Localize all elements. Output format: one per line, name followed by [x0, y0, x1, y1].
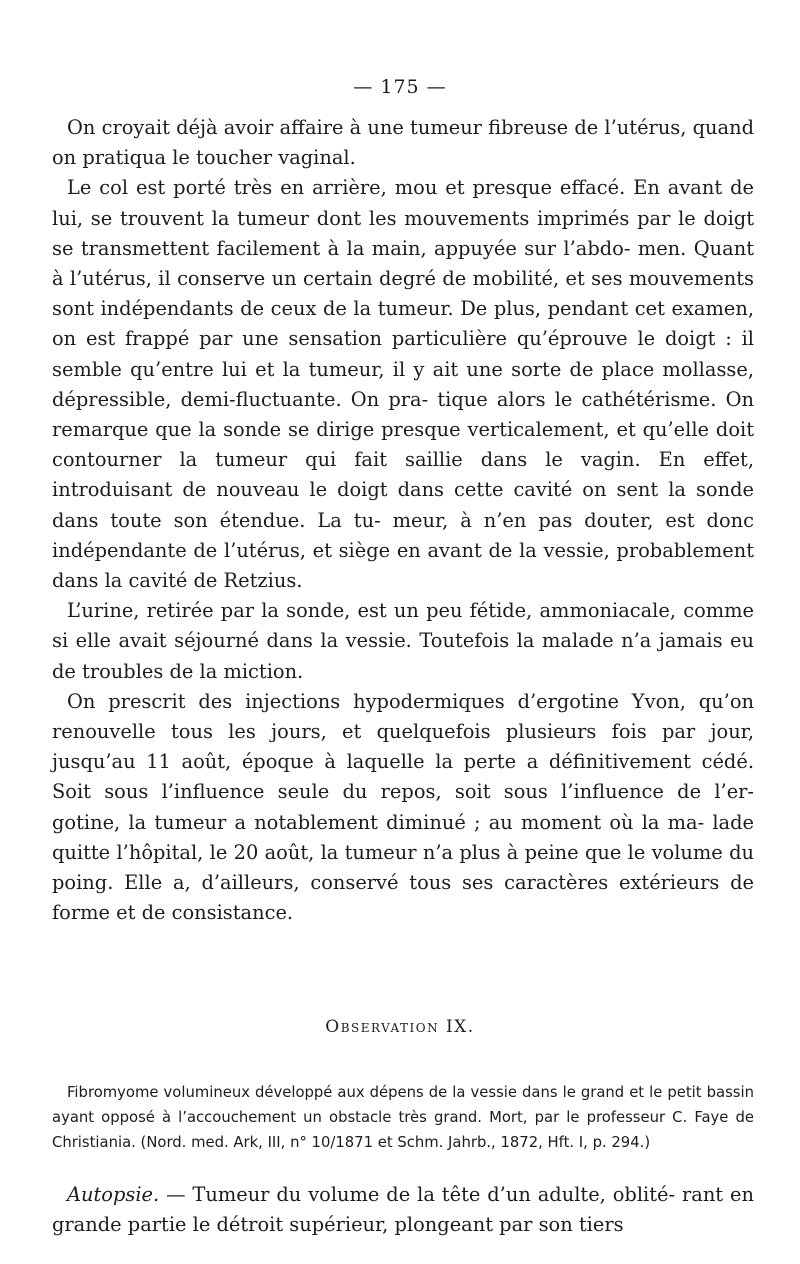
autopsy-text: — Tumeur du volume de la tête d’un adulte, oblité- rant en grande partie le détroit supérieur, plongeant par son tiers	[52, 1183, 754, 1237]
main-text	[52, 113, 754, 928]
page-number: — 175 —	[353, 76, 447, 98]
observation-heading: Observation IX.	[325, 1017, 475, 1037]
autopsy-label: Autopsie.	[67, 1183, 160, 1206]
autopsy-paragraph	[52, 1180, 754, 1240]
paragraph: Le col est porté très en arrière, mou et presque effacé. En avant de lui, se trouvent la tumeur dont les mouvements imprimés par le doigt se transmettent facilement à la main, appuyée sur l’abdo- men. Quant à l’utérus, il conserve un certain degré de mobilité, et ses mouvements sont indépendants de ceux de la tumeur. De plus, pendant cet examen, on est frappé par une sensation particulière qu’éprouve le doigt : il semble qu’entre lui et la tumeur, il y ait une sorte de place mollasse, dépressible, demi-fluctuante. On pra- tique alors le cathétérisme. On remarque que la sonde se dirige presque verticalement, et qu’elle doit contourner la tumeur qui fait saillie dans le vagin. En effet, introduisant de nouveau le doigt dans cette cavité on sent la sonde dans toute son étendue. La tu- meur, à n’en pas douter, est donc indépendante de l’utérus, et siège en avant de la vessie, probablement dans la cavité de Retzius.	[52, 176, 754, 593]
paragraph: On croyait déjà avoir affaire à une tumeur fibreuse de l’utérus, quand on pratiqua le toucher vaginal.	[52, 116, 754, 170]
paragraph: L’urine, retirée par la sonde, est un peu fétide, ammoniacale, comme si elle avait séjourné dans la vessie. Toutefois la malade n’a jamais eu de troubles de la miction.	[52, 599, 754, 683]
paragraph: On prescrit des injections hypodermiques d’ergotine Yvon, qu’on renouvelle tous les jours, et quelquefois plusieurs fois par jour, jusqu’au 11 août, époque à laquelle la perte a définitivement cédé. Soit sous l’influence seule du repos, soit sous l’influence de l’er- gotine, la tumeur a notablement diminué ; au moment où la ma- lade quitte l’hôpital, le 20 août, la tumeur n’a plus à peine que le volume du poing. Elle a, d’ailleurs, conservé tous ses caractères extérieurs de forme et de consistance.	[52, 689, 754, 925]
observation-summary: Fibromyome volumineux développé aux dépens de la vessie dans le grand et le petit bassin ayant opposé à l’accouchement un obstacle très grand. Mort, par le professeur C. Faye de Christiania. (Nord. med. Ark, III, n° 10/1871 et Schm. Jahrb., 1872, Hft. I, p. 294.)	[52, 1084, 754, 1151]
